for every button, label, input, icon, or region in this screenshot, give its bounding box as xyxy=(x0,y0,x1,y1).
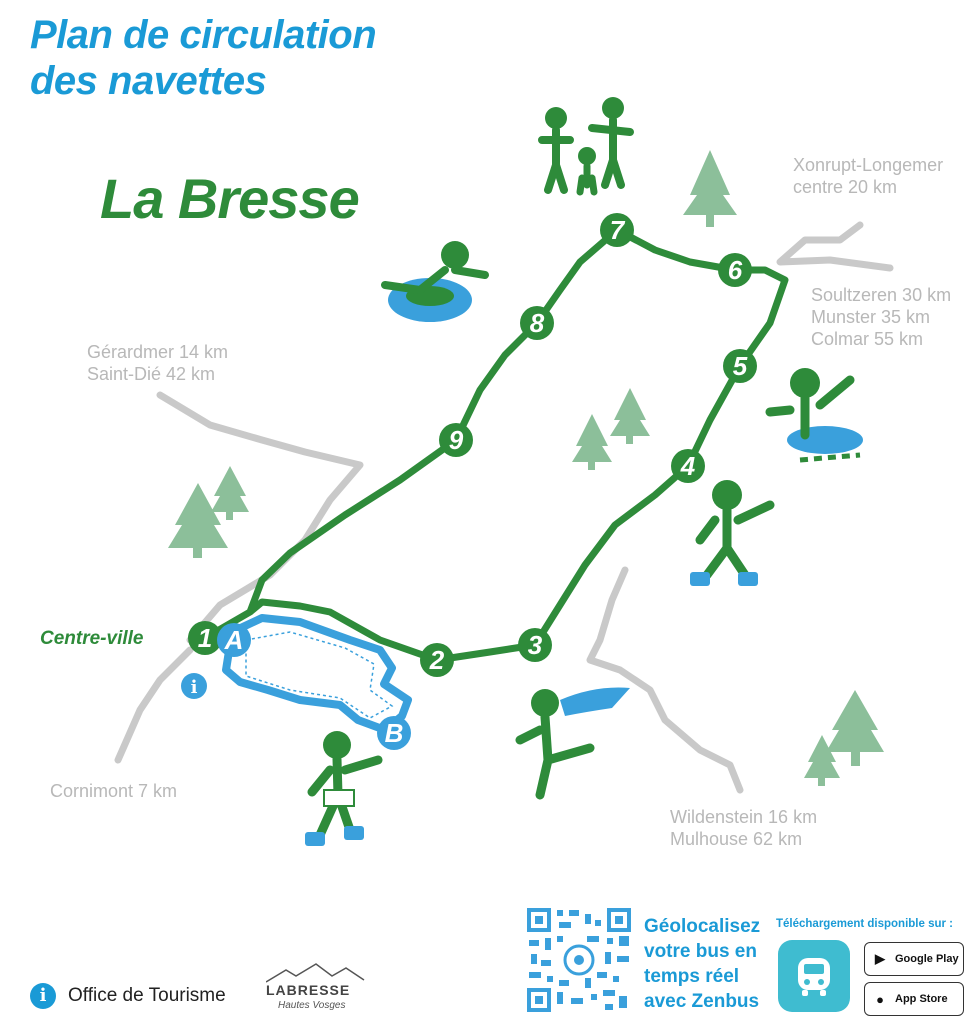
legend-text: Office de Tourisme xyxy=(68,985,226,1006)
dest-gerardmer-line1: Gérardmer 14 km xyxy=(87,342,229,362)
dest-wildenstein-line2: Mulhouse 62 km xyxy=(670,829,803,849)
dest-east-line3: Colmar 55 km xyxy=(811,329,924,349)
zenbus-promo xyxy=(644,914,760,1014)
tree-trunk xyxy=(626,436,633,444)
stop-6-label: 6 xyxy=(727,255,743,285)
centre-ville-label: Centre-ville xyxy=(40,628,144,649)
tree-icon xyxy=(683,150,737,215)
town-name: La Bresse xyxy=(100,167,359,230)
tourist-office-marker[interactable] xyxy=(181,673,207,699)
tree-icon xyxy=(610,388,650,436)
tree-trunk xyxy=(193,548,202,558)
dest-wildenstein xyxy=(670,806,817,850)
road-xonrupt xyxy=(780,225,890,268)
info-icon: i xyxy=(30,983,56,1009)
promo-line3: temps réel xyxy=(644,966,740,987)
kid-head-icon xyxy=(441,241,469,269)
stop-9-label: 9 xyxy=(448,425,464,455)
promo-line4: avec Zenbus xyxy=(644,991,760,1012)
zenbus-app-icon[interactable] xyxy=(778,940,850,1012)
title-line-1: Plan de circulation xyxy=(30,13,377,57)
tree-trunk xyxy=(818,778,825,786)
stop-6[interactable] xyxy=(718,253,752,287)
ring-icon xyxy=(787,426,863,454)
promo-line1: Géolocalisez xyxy=(644,916,761,937)
stop-1[interactable] xyxy=(188,621,222,655)
stop-5[interactable] xyxy=(723,349,757,383)
tree-trunk xyxy=(226,512,233,520)
logo-sub: Hautes Vosges xyxy=(278,1000,346,1011)
mountain-icon xyxy=(266,962,378,984)
lake xyxy=(226,618,408,730)
tree-icon xyxy=(572,414,612,462)
dest-gerardmer xyxy=(87,341,228,385)
dest-east-line1: Soultzeren 30 km xyxy=(811,285,952,305)
stop-8[interactable] xyxy=(520,306,554,340)
dest-east-line2: Munster 35 km xyxy=(811,307,931,327)
kid-head-icon xyxy=(578,147,596,165)
dest-east xyxy=(811,284,951,350)
road-wildenstein xyxy=(590,570,740,790)
tree-trunk xyxy=(588,462,595,470)
sledge-icon xyxy=(560,688,630,717)
stop-8-label: 8 xyxy=(529,308,545,338)
logo-name: LABRESSE xyxy=(266,982,351,998)
google-play-button[interactable] xyxy=(864,942,964,976)
stop-2-label: 2 xyxy=(429,645,445,675)
dest-xonrupt-line2: centre 20 km xyxy=(793,177,898,197)
app-store-button[interactable] xyxy=(864,982,964,1016)
point-a[interactable] xyxy=(217,623,251,657)
title-line-2: des navettes xyxy=(30,59,267,103)
dest-xonrupt xyxy=(793,154,943,198)
kid-head-icon xyxy=(602,97,624,119)
stop-1-label: 1 xyxy=(197,623,213,653)
tree-trunk xyxy=(706,215,714,227)
tree-icon xyxy=(211,466,249,512)
tree-icon xyxy=(826,690,884,752)
stop-4[interactable] xyxy=(671,449,705,483)
app-store-label: App Store xyxy=(895,993,948,1005)
dest-xonrupt-line1: Xonrupt-Longemer xyxy=(793,155,944,175)
stop-9[interactable] xyxy=(439,423,473,457)
stop-4-label: 4 xyxy=(680,451,696,481)
apple-icon: ● xyxy=(876,991,884,1007)
stop-7-label: 7 xyxy=(609,215,625,245)
tree-trunk xyxy=(851,752,860,766)
kid-head-icon xyxy=(545,107,567,129)
point-b[interactable] xyxy=(377,716,411,750)
stop-3-label: 3 xyxy=(527,630,543,660)
point-a-label: A xyxy=(224,625,244,655)
promo-line2: votre bus en xyxy=(644,941,757,962)
bus-icon xyxy=(778,940,850,1012)
dest-gerardmer-line2: Saint-Dié 42 km xyxy=(87,364,216,384)
download-label: Téléchargement disponible sur : xyxy=(776,918,954,930)
qr-code[interactable] xyxy=(525,906,633,1014)
legend xyxy=(30,983,226,1009)
stop-3[interactable] xyxy=(518,628,552,662)
la-bresse-logo xyxy=(266,962,378,1016)
info-icon: i xyxy=(190,677,198,698)
stop-7[interactable] xyxy=(600,213,634,247)
point-b-label: B xyxy=(384,718,404,748)
dest-wildenstein-line1: Wildenstein 16 km xyxy=(670,807,818,827)
google-play-icon: ▶ xyxy=(875,951,885,966)
google-play-label: Google Play xyxy=(895,953,959,965)
stop-5-label: 5 xyxy=(732,351,748,381)
dest-cornimont: Cornimont 7 km xyxy=(50,781,178,801)
road-cornimont xyxy=(118,650,190,760)
stop-2[interactable] xyxy=(420,643,454,677)
